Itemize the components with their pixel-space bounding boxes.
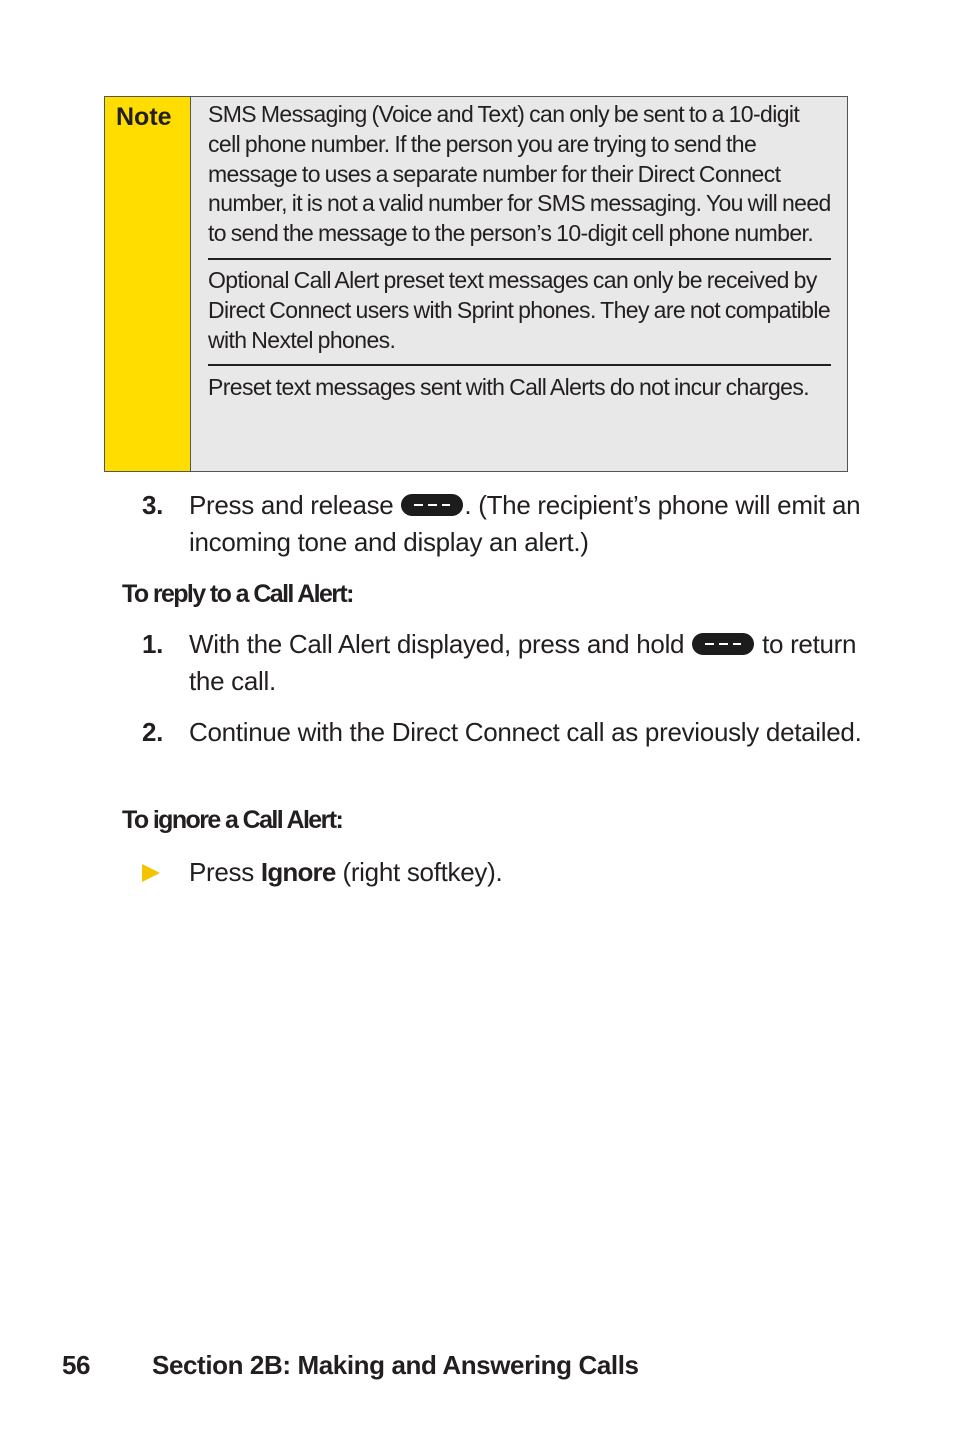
direct-connect-key-icon [692,633,754,655]
note-paragraph-charges: Preset text messages sent with Call Alerts do not incur charges. [208,374,810,401]
page-footer [62,1348,639,1382]
step-3 [142,487,862,560]
note-box [104,96,848,472]
ignore-bullet-step [142,854,862,891]
note-paragraph-preset: Optional Call Alert preset text messages can only be received by Direct Connect users with Sprint phones. They are not compatible with Nextel phones. [208,266,831,353]
step-text: Continue with the Direct Connect call as previously detailed. [189,717,862,747]
step-text-before: Press [189,857,261,887]
reply-step-2 [142,714,862,751]
note-label: Note [116,103,172,131]
bullet-cell [142,854,189,891]
note-content [191,97,847,471]
step-number: 2. [142,717,164,747]
note-label-column [105,97,191,471]
step-text-after: to return the call. [189,629,857,696]
ignore-heading: To ignore a Call Alert: [122,806,343,834]
step-text-after: (right softkey). [335,857,503,887]
note-paragraph-sms: SMS Messaging (Voice and Text) can only be sent to a 10-digit cell phone number. If the person you are trying to send the message to uses a separate number for their Direct Connect number, it is not a valid number for SMS messaging. You will need to send the message to the person’s 10-digit cell phone number. [208,101,831,247]
section-title: Section 2B: Making and Answering Calls [152,1350,639,1380]
direct-connect-key-icon [401,494,463,516]
step-number: 3. [142,490,164,520]
reply-heading: To reply to a Call Alert: [122,580,353,608]
step-number: 1. [142,629,164,659]
page-number: 56 [62,1350,91,1380]
step-text [189,854,862,891]
step-text-before: Press and release [189,490,401,520]
ignore-softkey-label: Ignore [260,857,336,887]
step-text-after: . (The recipient’s phone will emit an incoming tone and display an alert.) [189,490,861,557]
right-triangle-bullet-icon [142,864,160,882]
step-text [189,626,862,699]
reply-step-1 [142,626,862,699]
step-text [189,487,862,560]
step-text-before: With the Call Alert displayed, press and hold [189,629,692,659]
